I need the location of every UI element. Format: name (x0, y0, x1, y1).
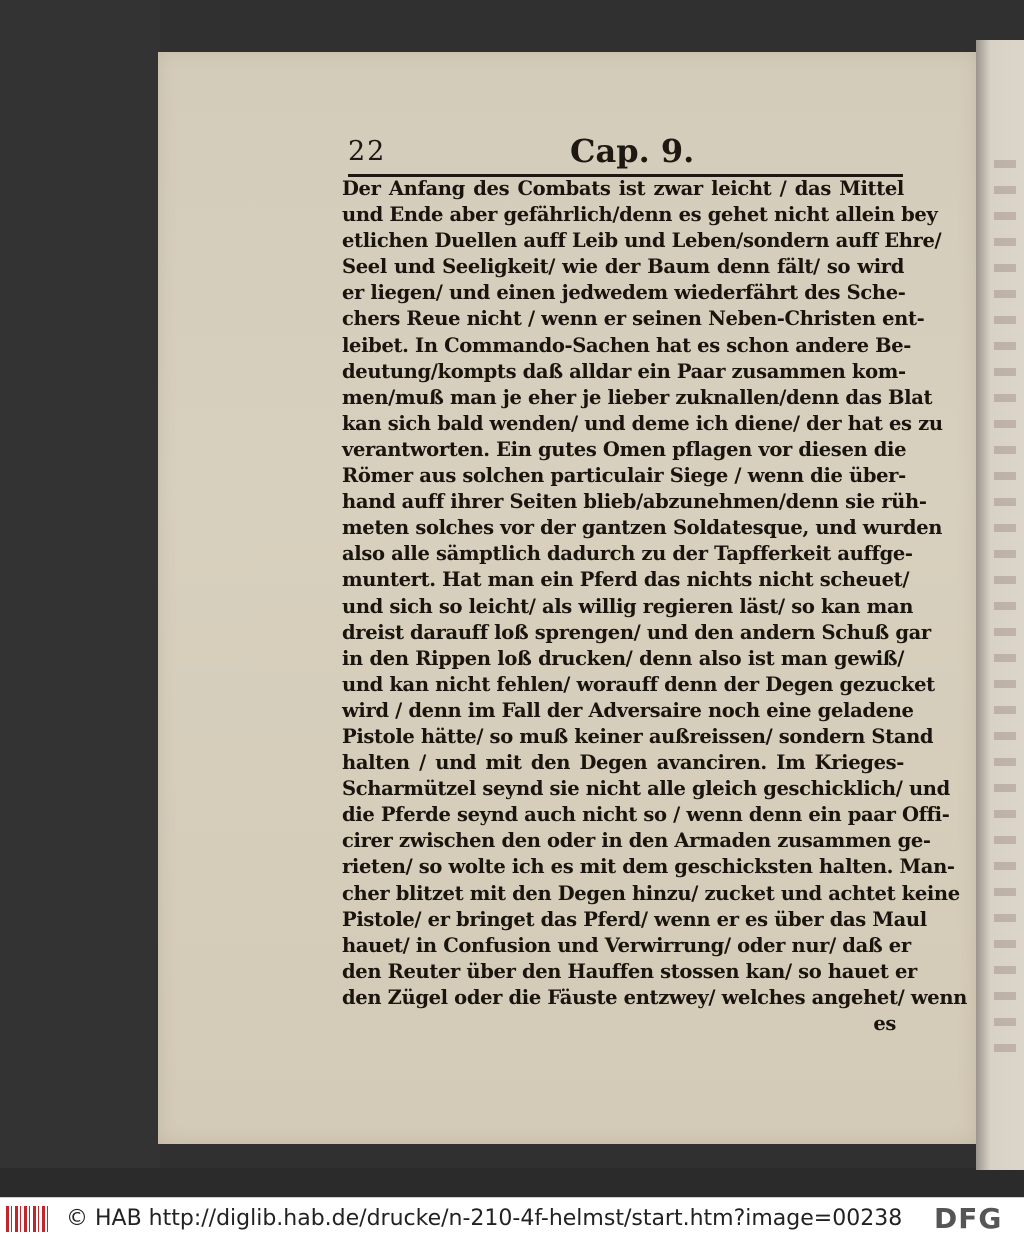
text-line: die Pferde seynd auch nicht so / wenn denn ein paar Offi- (342, 803, 950, 827)
text-line: wird / denn im Fall der Adversaire noch eine geladene (342, 698, 914, 722)
text-line: Scharmützel seynd sie nicht alle gleich geschicklich/ und (342, 777, 950, 801)
dfg-logo: DFG (934, 1202, 1003, 1235)
text-line: er liegen/ und einen jedwedem wiederfährt des Sche- (342, 281, 906, 305)
page-header (348, 132, 908, 176)
text-line: cirer zwischen den oder in den Armaden zusammen ge- (342, 829, 931, 853)
page-number: 22 (348, 136, 387, 167)
text-line: und Ende aber gefährlich/denn es gehet nicht allein bey (342, 203, 938, 227)
text-line: Pistole/ er bringet das Pferd/ wenn er es über das Maul (342, 907, 927, 931)
text-line: hauet/ in Confusion und Verwirrung/ oder nur/ daß er (342, 933, 911, 957)
chapter-title: Cap. 9. (570, 132, 695, 170)
text-line: den Reuter über den Hauffen stossen kan/ so hauet er (342, 959, 917, 983)
text-line: men/muß man je eher je lieber zuknallen/denn das Blat (342, 385, 933, 409)
scan-background-left (0, 0, 160, 1197)
text-line: Pistole hätte/ so muß keiner außreissen/ sondern Stand (342, 724, 934, 748)
text-line: also alle sämptlich dadurch zu der Tapfferkeit auffge- (342, 542, 913, 566)
text-line: Römer aus solchen particulair Siege / wenn die über- (342, 464, 906, 488)
text-line: halten / und mit den Degen avanciren. Im Krieges- (342, 751, 904, 775)
text-line: cher blitzet mit den Degen hinzu/ zucket und achtet keine (342, 881, 960, 905)
text-line: meten solches vor der gantzen Soldatesque, und wurden (342, 516, 943, 540)
text-line: muntert. Hat man ein Pferd das nichts nicht scheuet/ (342, 568, 910, 592)
text-line: leibet. In Commando-Sachen hat es schon andere Be- (342, 333, 912, 357)
text-line: Seel und Seeligkeit/ wie der Baum denn fält/ so wird (342, 255, 904, 279)
footer-bar (0, 1197, 1024, 1238)
text-line: und sich so leicht/ als willig regieren läst/ so kan man (342, 594, 914, 618)
text-line: Der Anfang des Combats ist zwar leicht / das Mittel (342, 177, 904, 200)
text-line: deutung/kompts daß alldar ein Paar zusammen kom- (342, 359, 906, 383)
text-line: in den Rippen loß drucken/ denn also ist man gewiß/ (342, 646, 904, 670)
copyright-link[interactable]: © HAB http://diglib.hab.de/drucke/n-210-4f-helmst/start.htm?image=00238 (66, 1206, 903, 1231)
text-line: rieten/ so wolte ich es mit dem geschicksten halten. Man- (342, 855, 955, 879)
adjacent-page-bleed-through (994, 160, 1016, 1060)
barcode-icon (6, 1206, 50, 1232)
text-line: verantworten. Ein gutes Omen pflagen vor diesen die (342, 437, 907, 461)
scan-background-bottom (0, 1168, 1024, 1197)
text-line: chers Reue nicht / wenn er seinen Neben-Christen ent- (342, 307, 925, 331)
text-line: den Zügel oder die Fäuste entzwey/ welches angehet/ wenn (342, 985, 968, 1009)
text-line: es (873, 1012, 896, 1035)
text-line: etlichen Duellen auff Leib und Leben/sondern auff Ehre/ (342, 229, 942, 253)
text-line: kan sich bald wenden/ und deme ich diene/ der hat es zu (342, 411, 943, 435)
adjacent-page-edge (976, 40, 1024, 1170)
text-line: dreist darauff loß sprengen/ und den andern Schuß gar (342, 620, 931, 644)
text-line: hand auff ihrer Seiten blieb/abzunehmen/denn sie rüh- (342, 490, 927, 514)
text-line: und kan nicht fehlen/ worauff denn der Degen gezucket (342, 672, 935, 696)
body-text (342, 176, 968, 1037)
